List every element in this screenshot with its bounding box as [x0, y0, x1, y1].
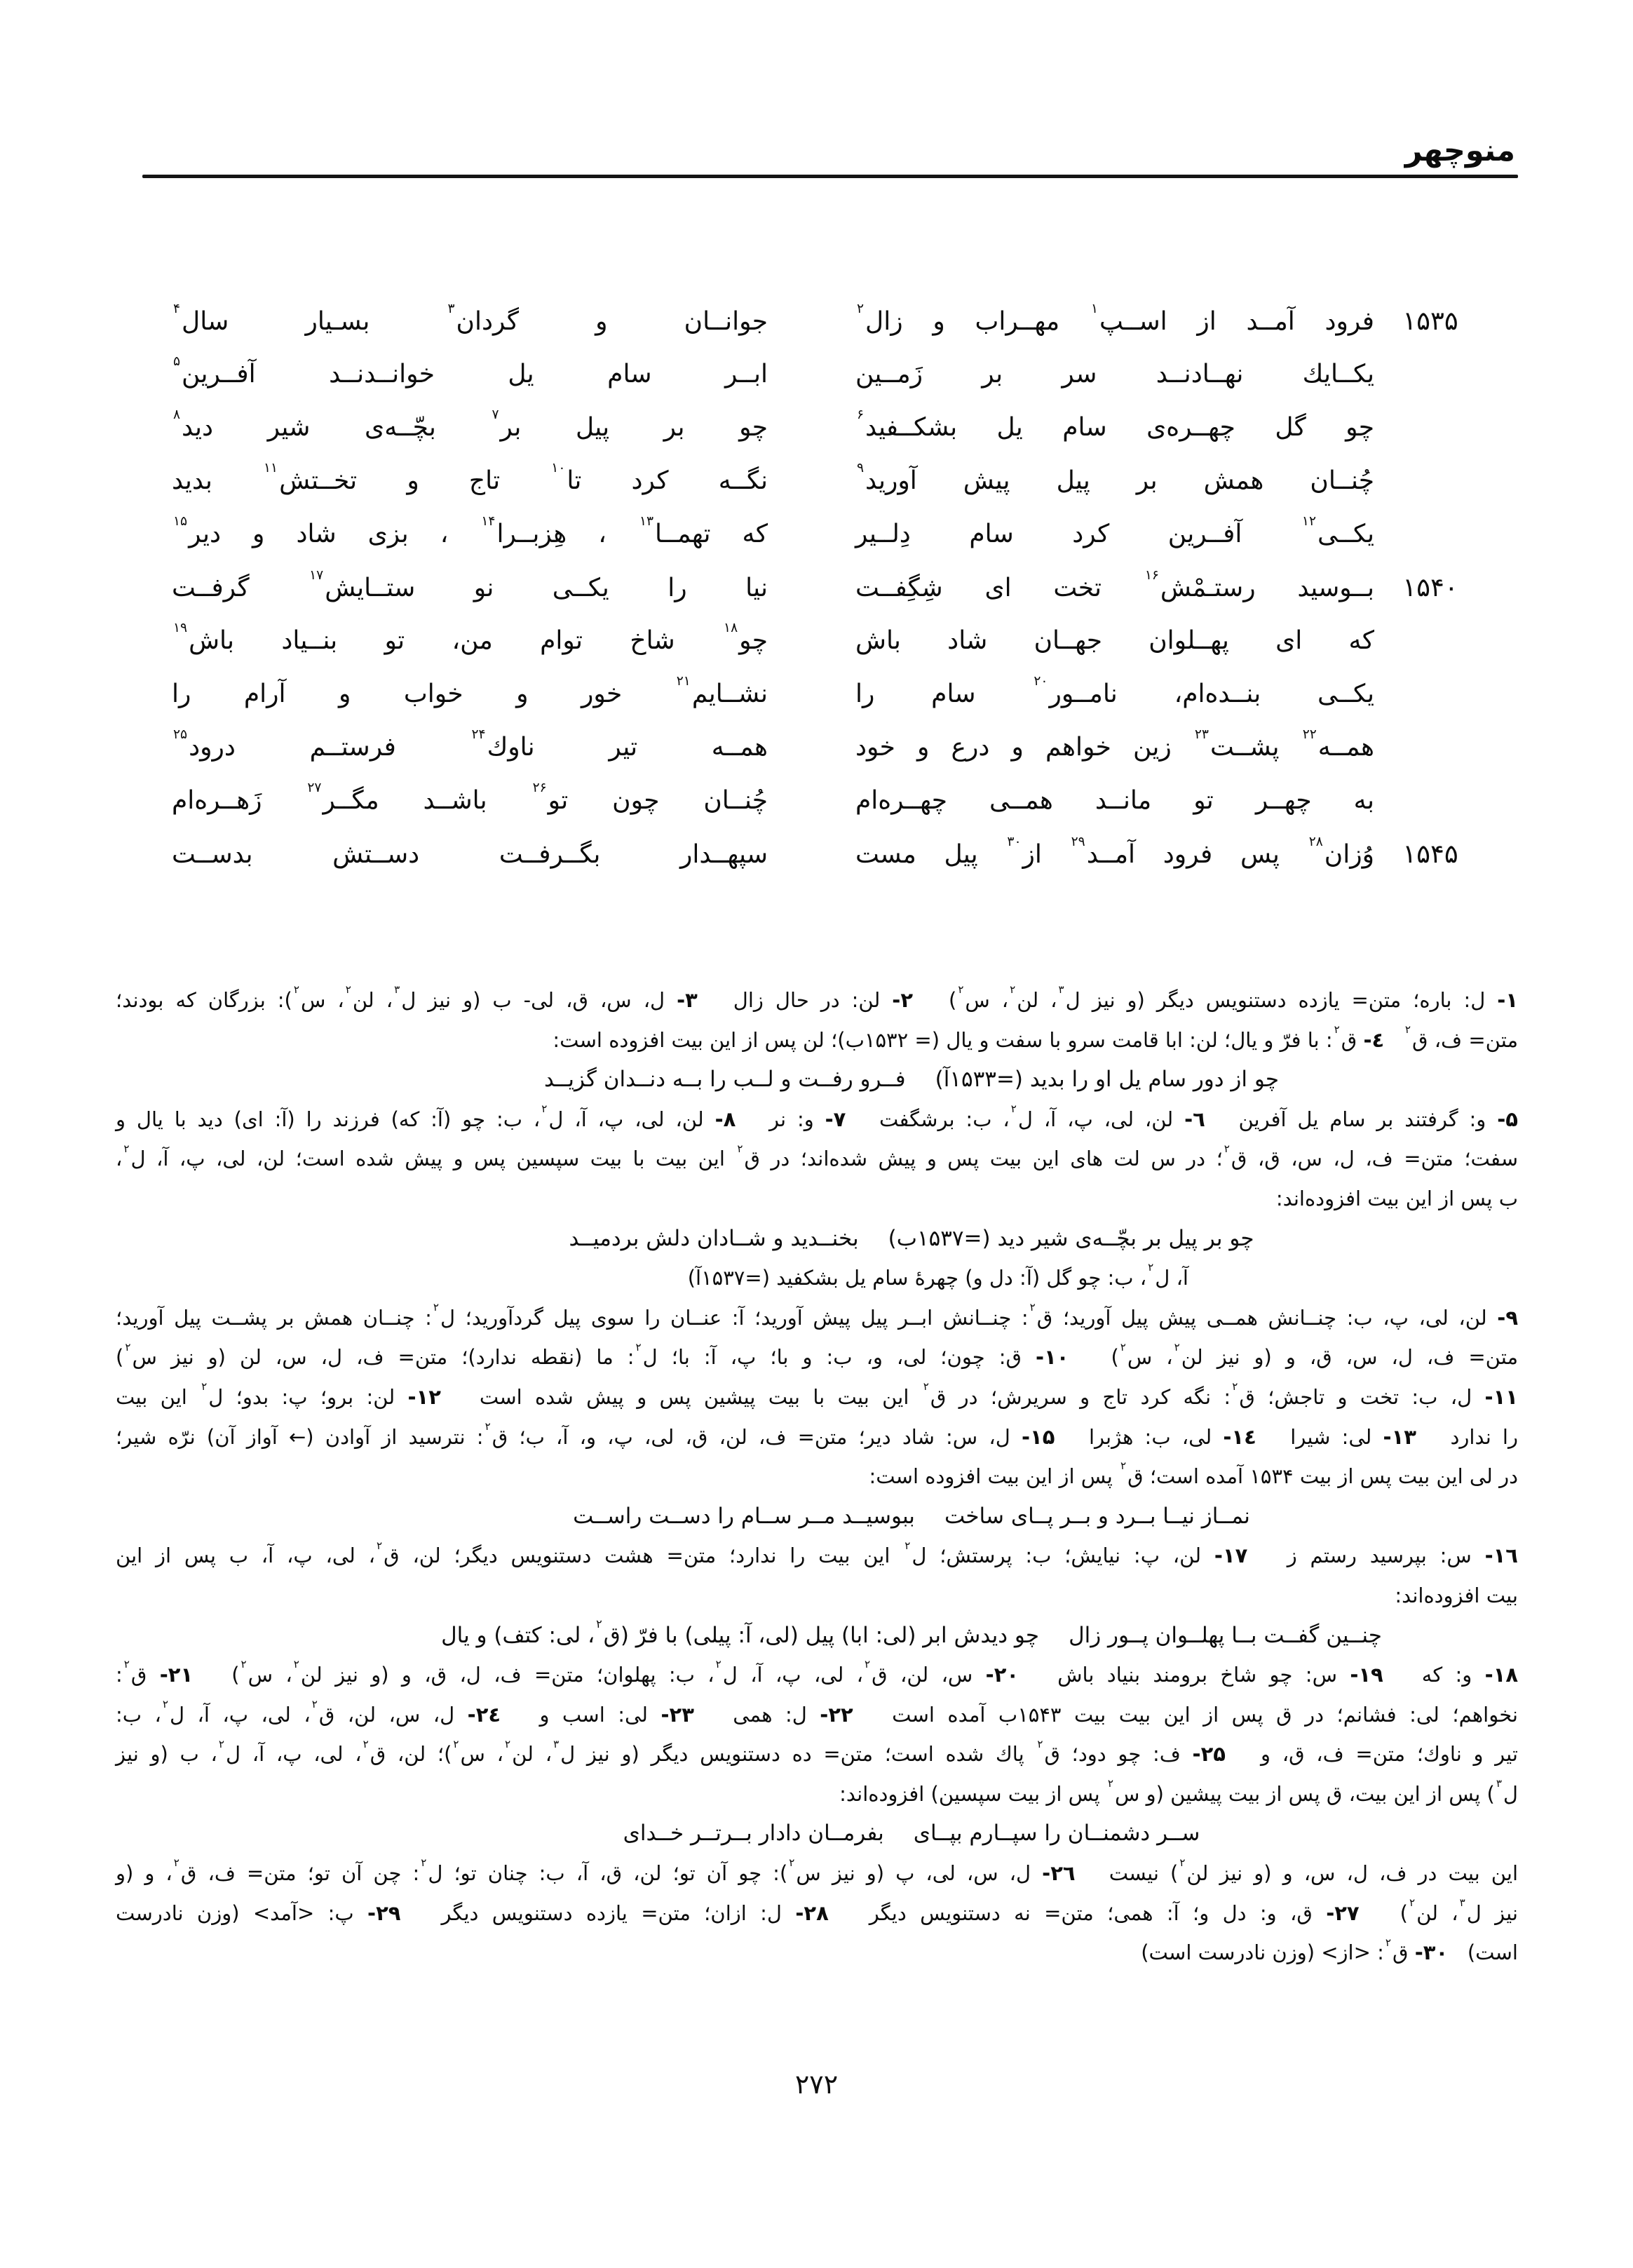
footnote-marker: ۲ — [865, 1658, 871, 1671]
hemistich-right: همــه$^{۲۲}$ پشــت$^{۲۳}$ زين خواهم و درع و خود — [855, 727, 1374, 762]
footnote-marker: ۲ — [162, 1697, 168, 1710]
apparatus-line — [116, 1337, 1518, 1377]
hemistich-right: يكــايك نهــادنــد سر بر زَمــين — [855, 360, 1374, 389]
footnote-marker: ۲ — [453, 1737, 459, 1750]
footnote-marker: ۲ — [596, 1616, 602, 1631]
hemistich-left: چُنــان چون تو$^{۲۶}$ باشــد مگــر$^{۲۷}$ زَهــره‌ام — [172, 780, 768, 815]
apparatus-line — [116, 1457, 1518, 1497]
quote-hemistich-left: ببوسيــد مــر ســام را دســت راســت — [573, 1503, 915, 1529]
apparatus-block — [116, 980, 1518, 1973]
footnote-marker: ۲ — [541, 1102, 548, 1116]
footnote-marker: ۲ — [1037, 1737, 1043, 1750]
footnote-number: ۷- — [825, 1107, 846, 1131]
hemistich-right: به چهــر تو مانــد همــى چهــره‌ام — [855, 786, 1374, 815]
footnote-number: ٤- — [1363, 1027, 1385, 1052]
footnote-marker: ۳ — [394, 983, 400, 997]
footnote-marker: ۱۱ — [264, 460, 278, 475]
hemistich-left: كه تهمــا$^{۱۳}$ ، هِزبــرا$^{۱۴}$ ، بزى شاد و دير$^{۱۵}$ — [173, 513, 768, 548]
footnote-number: ۲۳- — [660, 1702, 694, 1727]
apparatus-text: را ندارد ۱۳- لى: شيرا ۱٤- لى، ب: هژبرا ۱۵- ل، س: شاد دير؛ متن= ف، لن، ق، لى، پ، و، آ، ب؛ ق$^۲$: نترسيد از آوادن (← آواز آن) نرّه شير؛ — [116, 1419, 1518, 1449]
verse-row — [158, 454, 1476, 508]
footnote-marker: ۹ — [857, 460, 865, 475]
quote-hemistich-right: چنــين گفــت بــا پهلــوان پــور زال — [1069, 1622, 1382, 1648]
footnote-marker: ۳ — [1058, 983, 1064, 997]
footnote-marker: ۲۹ — [1071, 834, 1085, 849]
hemistich-right: كه اى پهــلوان جهــان شاد باش — [855, 626, 1374, 655]
footnote-number: ۱۵- — [1021, 1424, 1055, 1449]
hemistich-right: چو گل چهــره‌ی سام يل بشكــفيد$^۶$ — [857, 407, 1374, 442]
footnote-marker: ۱۵ — [173, 513, 188, 529]
footnote-marker: ۲ — [737, 1142, 743, 1155]
hemistich-right: فرود آمــد از اســپ$^۱$ مهــراب و زال$^۲$ — [857, 301, 1375, 336]
footnote-marker: ۲ — [1029, 1301, 1036, 1314]
apparatus-line — [116, 1179, 1518, 1219]
footnote-number: ۱- — [1497, 988, 1519, 1012]
footnote-marker: ۳ — [1496, 1777, 1502, 1790]
apparatus-line — [116, 1298, 1518, 1338]
apparatus-text: است) ۳۰- ق$^۲$: <از> (وزن نادرست است) — [1141, 1936, 1518, 1965]
footnote-marker: ۲ — [173, 1856, 179, 1870]
footnote-number: ۸- — [714, 1107, 736, 1131]
apparatus-text: اين بيت در ف، ل، س، و (و نيز لن$^۲$) نيست ۲٦- ل، س، لى، پ (و نيز س$^۲$): چو آن تو؛ لن، ق، آ، ب: چنان تو؛ ل$^۲$: چن آن تو؛ متن= ف، ق$^۲$، و (و — [116, 1856, 1518, 1886]
footnote-marker: ۲۴ — [471, 727, 486, 742]
hemistich-right: يكــى$^{۱۲}$ آفــرين كرد سام دِلــير — [855, 513, 1374, 548]
apparatus-text: تير و ناوك؛ متن= ف، ق، و ۲۵- ف: چو دود؛ ق$^۲$ پاك شده است؛ متن= ده دستنويس ديگر (و نيز ل$^۳$، لن$^۲$، س$^۲$)؛ لن، ق$^۲$، لى، پ، آ، ل$^۲$، ب (و نيز — [116, 1737, 1518, 1767]
apparatus-line — [116, 1377, 1518, 1417]
page-number: ۲۷۲ — [794, 2069, 839, 2100]
verse-row — [158, 721, 1476, 774]
footnote-marker: ۶ — [857, 407, 865, 422]
footnote-marker: ۲ — [421, 1856, 427, 1870]
footnote-marker: ۲ — [1148, 1261, 1154, 1274]
footnote-marker: ۲ — [1232, 1380, 1238, 1393]
footnote-marker: ۲ — [1179, 1856, 1186, 1870]
footnote-marker: ۴ — [173, 301, 181, 316]
apparatus-line — [116, 1616, 1518, 1656]
footnote-number: ۱۹- — [1350, 1663, 1383, 1687]
apparatus-text: متن= ف، ل، س، ق، و (و نيز لن$^۲$، س$^۲$) ۱۰- ق: چون؛ لى، و، ب: و با؛ پ، آ: با؛ ل$^۲$: ما (نقطه ندارد)؛ متن= ف، ل، س، لن (و نيز س$^۲$) — [116, 1340, 1518, 1370]
apparatus-line — [116, 1060, 1518, 1100]
footnote-number: ۹- — [1497, 1305, 1519, 1330]
apparatus-text: ل$^۳$) پس از اين بيت، ق پس از بيت پيشين (و س$^۲$ پس از بيت سپسين) افزوده‌اند: — [839, 1777, 1518, 1806]
hemistich-left: جوانــان و گردان$^۳$ بسـيار سال$^۴$ — [173, 301, 768, 336]
footnote-marker: ۲۷ — [307, 780, 322, 795]
hemistich-left: نگــه كرد تا$^{۱۰}$ تاج و تخــتش$^{۱۱}$ بديد — [172, 460, 768, 495]
apparatus-text: ۱۱- ل، ب: تخت و تاجش؛ ق$^۲$: نگه كرد تاج و سريرش؛ در ق$^۲$ اين بيت با بيت پيشين پس و پيش شده است ۱۲- لن: برو؛ پ: بدو؛ ل$^۲$ اين بيت — [116, 1380, 1518, 1409]
footnote-marker: ۲ — [201, 1380, 208, 1393]
verse-row — [158, 295, 1476, 348]
footnote-number: ٦- — [1184, 1107, 1205, 1131]
footnote-marker: ۲ — [1409, 1896, 1416, 1909]
hemistich-right: يكــى بنــده‌ام، نامــور$^{۲۰}$ سام را — [855, 673, 1374, 708]
footnote-marker: ۱۳ — [639, 513, 654, 529]
footnote-number: ۲۸- — [795, 1901, 829, 1925]
apparatus-line — [116, 1139, 1518, 1179]
footnote-number: ۲- — [892, 988, 914, 1012]
footnote-marker: ۳ — [447, 301, 455, 316]
footnote-marker: ۲ — [293, 983, 299, 997]
footnote-marker: ۲ — [123, 1142, 130, 1155]
footnote-marker: ۲ — [923, 1380, 929, 1393]
apparatus-text: در لى اين بيت پس از بيت ۱۵۳۴ آمده است؛ ق$^۲$ پس از اين بيت افزوده است: — [869, 1459, 1518, 1489]
footnote-marker: ۲ — [377, 1539, 383, 1552]
quote-hemistich-right: چو از دور سام يل او را بديد (=۱۵۳۳آ) — [935, 1067, 1280, 1093]
footnote-marker: ۲ — [789, 1856, 795, 1870]
hemistich-left: نيا را يكــى نو ستــايش$^{۱۷}$ گرفــت — [172, 567, 768, 602]
verse-row — [158, 401, 1476, 454]
footnote-marker: ۲۲ — [1302, 727, 1317, 742]
footnote-marker: ۱۰ — [551, 460, 566, 475]
hemistich-left: چو$^{۱۸}$ شاخ توام من، تو بنــياد باش$^{۱۹}$ — [173, 620, 768, 655]
footnote-marker: ۳ — [1459, 1896, 1465, 1909]
apparatus-line — [116, 1774, 1518, 1814]
footnote-marker: ۲ — [958, 983, 964, 997]
apparatus-text: بيت افزوده‌اند: — [1395, 1583, 1518, 1607]
footnote-marker: ۲۰ — [1034, 673, 1048, 689]
verse-row — [158, 614, 1476, 668]
footnote-marker: ۲ — [1334, 1022, 1340, 1036]
footnote-marker: ۲ — [635, 1340, 642, 1354]
footnote-marker: ۲ — [311, 1697, 318, 1710]
footnote-number: ۱٤- — [1223, 1424, 1256, 1449]
apparatus-line — [116, 1258, 1518, 1298]
verse-row — [158, 508, 1476, 561]
footnote-marker: ۲ — [1385, 1936, 1392, 1949]
hemistich-left: همــه تير ناوك$^{۲۴}$ فرستــم درود$^{۲۵}$ — [173, 727, 768, 762]
verse-number: ۱۵۳۵ — [1402, 306, 1458, 336]
quote-hemistich-left: بخنــديد و شــادان دلش بردميــد — [569, 1225, 859, 1251]
hemistich-right: بــوسيد رستـمْش$^{۱۶}$ تخت اى شِگِفــت — [855, 567, 1374, 602]
hemistich-right: چُنــان همش بر پيل پيش آوريد$^۹$ — [857, 460, 1374, 495]
footnote-marker: ۸ — [173, 407, 181, 422]
footnote-marker: ۲۱ — [676, 673, 691, 689]
footnote-marker: ۲ — [1120, 1459, 1127, 1473]
verse-number: ۱۵۴۵ — [1402, 839, 1458, 869]
footnote-marker: ۳۰ — [1007, 834, 1022, 849]
apparatus-line — [116, 1894, 1518, 1933]
footnote-marker: ۲ — [504, 1737, 511, 1750]
verse-number: ۱۵۴۰ — [1402, 572, 1458, 602]
hemistich-right: وُزان$^{۲۸}$ پس فرود آمــد$^{۲۹}$ از$^{۳۰}$ پيل مست — [855, 834, 1374, 869]
apparatus-line — [116, 1576, 1518, 1616]
footnote-marker: ۲ — [125, 1340, 131, 1354]
footnote-number: ۲۱- — [159, 1663, 194, 1687]
footnote-marker: ۱۹ — [173, 620, 188, 635]
footnote-number: ۲۲- — [820, 1702, 853, 1727]
apparatus-line — [116, 1100, 1518, 1140]
quote-hemistich-left: بفرمــان دادار بــرتــر خــداى — [623, 1821, 884, 1847]
footnote-number: ۲۰- — [985, 1663, 1019, 1687]
footnote-number: ۱۸- — [1484, 1663, 1519, 1687]
apparatus-text: آ، ل$^۲$، ب: چو گل (آ: دل و) چهرهٔ سام يل بشكفيد (=۱۵۳۷آ) — [687, 1261, 1188, 1290]
footnote-number: ۲۵- — [1192, 1742, 1226, 1767]
hemistich-left: ابــر سام يل خوانــدنــد آفــرين$^۵$ — [173, 353, 768, 389]
footnote-marker: ۲۸ — [1308, 834, 1323, 849]
footnote-marker: ۲ — [904, 1539, 911, 1552]
footnote-marker: ۲ — [1107, 1777, 1113, 1790]
apparatus-line — [116, 1695, 1518, 1735]
footnote-number: ۱۰- — [1036, 1345, 1069, 1370]
footnote-marker: ۲ — [362, 1737, 369, 1750]
footnote-marker: ۲ — [1010, 1102, 1017, 1116]
verse-row — [158, 561, 1476, 614]
footnote-marker: ۳ — [553, 1737, 560, 1750]
header-rule — [142, 175, 1518, 178]
footnote-number: ۱۷- — [1214, 1544, 1248, 1568]
footnote-marker: ۵ — [173, 353, 181, 369]
footnote-number: ۱۱- — [1484, 1384, 1518, 1409]
hemistich-left: سپهــدار بگــرفــت دســتش بدســت — [172, 840, 768, 869]
apparatus-text: ۵- و: گرفتند بر سام يل آفرين ٦- لن، لى، پ، آ، ل$^۲$، ب: برشگفت ۷- و: نر ۸- لن، لى، پ، آ، ل$^۲$، ب: چو (آ: كه) فرزند را (آ: اى) ديد با يال و — [116, 1102, 1518, 1131]
footnote-marker: ۲ — [1224, 1142, 1230, 1155]
footnote-number: ۱۲- — [407, 1384, 441, 1409]
footnote-number: ۳۰- — [1414, 1940, 1449, 1965]
footnote-number: ۲٤- — [467, 1702, 501, 1727]
footnote-number: ۵- — [1497, 1107, 1518, 1131]
footnote-marker: ۱۷ — [309, 567, 324, 583]
apparatus-text: نخواهم؛ لى: فشانم؛ در ق پس از اين بيت بيت ۱۵۴۳ب آمده است ۲۲- ل: همى ۲۳- لى: اسب و ۲٤- ل، س، لن، ق$^۲$، لى، پ، آ، ل$^۲$، ب: — [116, 1697, 1518, 1727]
apparatus-text: متن= ف، ق$^۲$ ٤- ق$^۲$: با فرّ و يال؛ لن: ابا قامت سرو با سفت و يال (= ۱۵۳۲ب)؛ لن پس از اين بيت افزوده است: — [553, 1022, 1518, 1052]
apparatus-line — [116, 1020, 1518, 1060]
footnote-number: ۲۹- — [367, 1901, 401, 1925]
apparatus-text: ۱- ل: باره؛ متن= يازده دستنويس ديگر (و نيز ل$^۳$، لن$^۲$، س$^۲$) ۲- لن: در حال زال ۳- ل، س، ق، لى- ب (و نيز ل$^۳$، لن$^۲$، س$^۲$): بزرگان كه بودند؛ — [116, 983, 1519, 1012]
apparatus-text: ۱۸- و: كه ۱۹- س: چو شاخ برومند بنياد باش ۲۰- س، لن، ق$^۲$، لى، پ، آ، ل$^۲$، ب: پهلوان؛ متن= ف، ل، ق، و (و نيز لن$^۲$، س$^۲$) ۲۱- ق$^۲$: — [116, 1658, 1519, 1687]
footnote-marker: ۲ — [1174, 1340, 1180, 1354]
apparatus-line — [116, 980, 1518, 1020]
footnote-marker: ۲ — [857, 301, 865, 316]
apparatus-line — [116, 1417, 1518, 1457]
footnote-marker: ۲ — [218, 1737, 224, 1750]
apparatus-line — [116, 1219, 1518, 1259]
apparatus-line — [116, 1734, 1518, 1774]
footnote-number: ۲٦- — [1042, 1861, 1076, 1886]
quote-hemistich-right: ســر دشمنــان را سپــارم بپــاى — [913, 1821, 1200, 1847]
footnote-marker: ۲۳ — [1194, 727, 1209, 742]
footnote-marker: ۲ — [293, 1658, 299, 1671]
footnote-marker: ۱۲ — [1301, 513, 1316, 529]
apparatus-line — [116, 1854, 1518, 1894]
footnote-number: ۱۳- — [1383, 1424, 1416, 1449]
apparatus-line — [116, 1933, 1518, 1973]
apparatus-text: سفت؛ متن= ف، ل، س، ق، ق$^۲$؛ در س لت های اين بيت پس و پيش شده‌اند؛ در ق$^۲$ اين بيت با بيت سپسين پس و پيش شده است؛ لن، لى، پ، آ، ل$^۲$، — [116, 1142, 1519, 1171]
apparatus-line — [116, 1814, 1518, 1854]
quote-hemistich-left: چو ديدش ابر (لى: ابا) پيل (لى، آ: پيلى) با فرّ (ق$^۲$، لى: كتف) و يال — [441, 1616, 1040, 1648]
footnote-marker: ۱ — [1090, 301, 1098, 316]
apparatus-line — [116, 1497, 1518, 1537]
footnote-number: ۳- — [677, 988, 698, 1012]
apparatus-text: ۹- لن، لى، پ، ب: چنــانش همــى پيش پيل آوريد؛ ق$^۲$: چنــانش ابــر پيل پيش آوريد؛ آ: عنــان را سوى پيل گردآوريد؛ ل$^۲$: چنــان همش بر پشــت پيل آوريد؛ — [116, 1301, 1519, 1330]
footnote-marker: ۱۸ — [724, 620, 738, 635]
quote-hemistich-right: چو بر پيل بر بچّــه‌ی شير ديد (=۱۵۳۷ب) — [888, 1225, 1254, 1251]
footnote-marker: ۱۴ — [481, 513, 496, 529]
footnote-marker: ۲ — [1010, 983, 1016, 997]
footnote-marker: ۲ — [433, 1301, 439, 1314]
footnote-marker: ۲ — [123, 1658, 130, 1671]
footnote-number: ۱٦- — [1484, 1544, 1519, 1568]
running-head: منوچهر — [1404, 133, 1515, 168]
quote-hemistich-left: فــرو رفــت و لــب را بــه دنــدان گزيــد — [543, 1067, 906, 1093]
apparatus-text: نيز ل$^۳$، لن$^۲$) ۲۷- ق، و: دل و؛ آ: همى؛ متن= نه دستنويس ديگر ۲۸- ل: ازان؛ متن= يازده دستنويس ديگر ۲۹- پ: <آمد> (وزن نادرست — [116, 1896, 1519, 1925]
quote-hemistich-right: نمــاز نيــا بــرد و بــر پــاى ساخت — [944, 1503, 1250, 1529]
verse-block — [158, 295, 1476, 881]
apparatus-line — [116, 1536, 1518, 1576]
footnote-marker: ۲ — [240, 1658, 247, 1671]
hemistich-left: چو بر پيل بر$^۷$ بچّــه‌ی شير ديد$^۸$ — [173, 407, 768, 442]
footnote-marker: ۲۶ — [532, 780, 547, 795]
verse-row — [158, 774, 1476, 828]
footnote-marker: ۲ — [1404, 1022, 1411, 1036]
verse-row — [158, 348, 1476, 401]
footnote-marker: ۷ — [492, 407, 499, 422]
footnote-marker: ۲ — [1120, 1340, 1126, 1354]
footnote-marker: ۲۵ — [173, 727, 188, 742]
apparatus-text: ب پس از اين بيت افزوده‌اند: — [1275, 1186, 1518, 1210]
footnote-number: ۲۷- — [1326, 1901, 1360, 1925]
hemistich-left: نشــايم$^{۲۱}$ خور و خواب و آرام را — [172, 673, 768, 708]
footnote-marker: ۲ — [485, 1419, 491, 1433]
verse-row — [158, 668, 1476, 721]
footnote-marker: ۲ — [715, 1658, 721, 1671]
verse-row — [158, 828, 1476, 881]
footnote-marker: ۲ — [345, 983, 351, 997]
apparatus-line — [116, 1655, 1518, 1695]
footnote-marker: ۱۶ — [1144, 567, 1159, 583]
apparatus-text: ۱٦- س: بپرسيد رستم ز ۱۷- لن، پ: نيايش؛ ب: پرستش؛ ل$^۲$ اين بيت را ندارد؛ متن= هشت دستنويس ديگر؛ لن، ق$^۲$، لى، پ، آ، ب پس از اين — [116, 1539, 1519, 1568]
